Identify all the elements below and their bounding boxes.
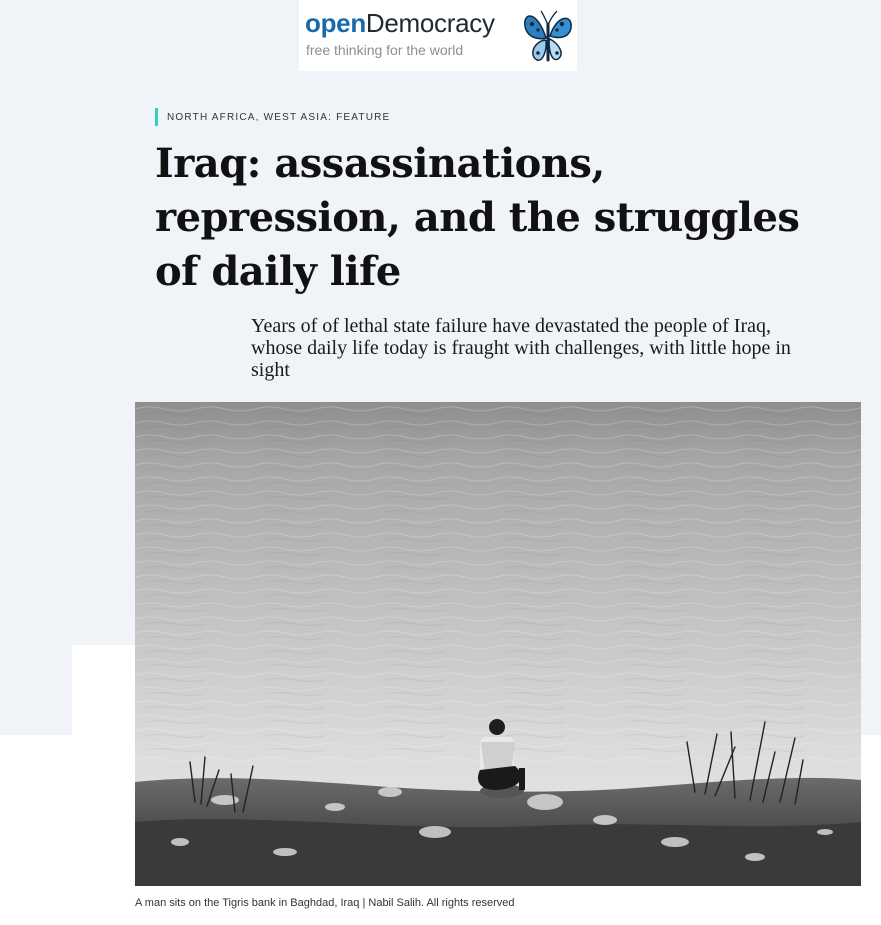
butterfly-icon — [521, 8, 575, 64]
photo-caption: A man sits on the Tigris bank in Baghdad, Iraq | Nabil Salih. All rights reserved — [135, 897, 515, 909]
site-logo[interactable] — [299, 0, 577, 71]
logo-tagline: free thinking for the world — [306, 42, 464, 58]
article-category[interactable]: NORTH AFRICA, WEST ASIA: FEATURE — [155, 108, 390, 126]
article-hero-photo — [135, 402, 861, 886]
logo-wordmark — [305, 8, 495, 39]
background-notch — [72, 645, 142, 735]
article-standfirst: Years of of lethal state failure have devastated the people of Iraq, whose daily life today is fraught with challenges, with little hope in sight — [251, 315, 791, 381]
logo-open-text: open — [305, 8, 366, 38]
article-title: Iraq: assassinations, repression, and the struggles of daily life — [155, 140, 800, 295]
logo-democracy-text: Democracy — [365, 8, 495, 38]
